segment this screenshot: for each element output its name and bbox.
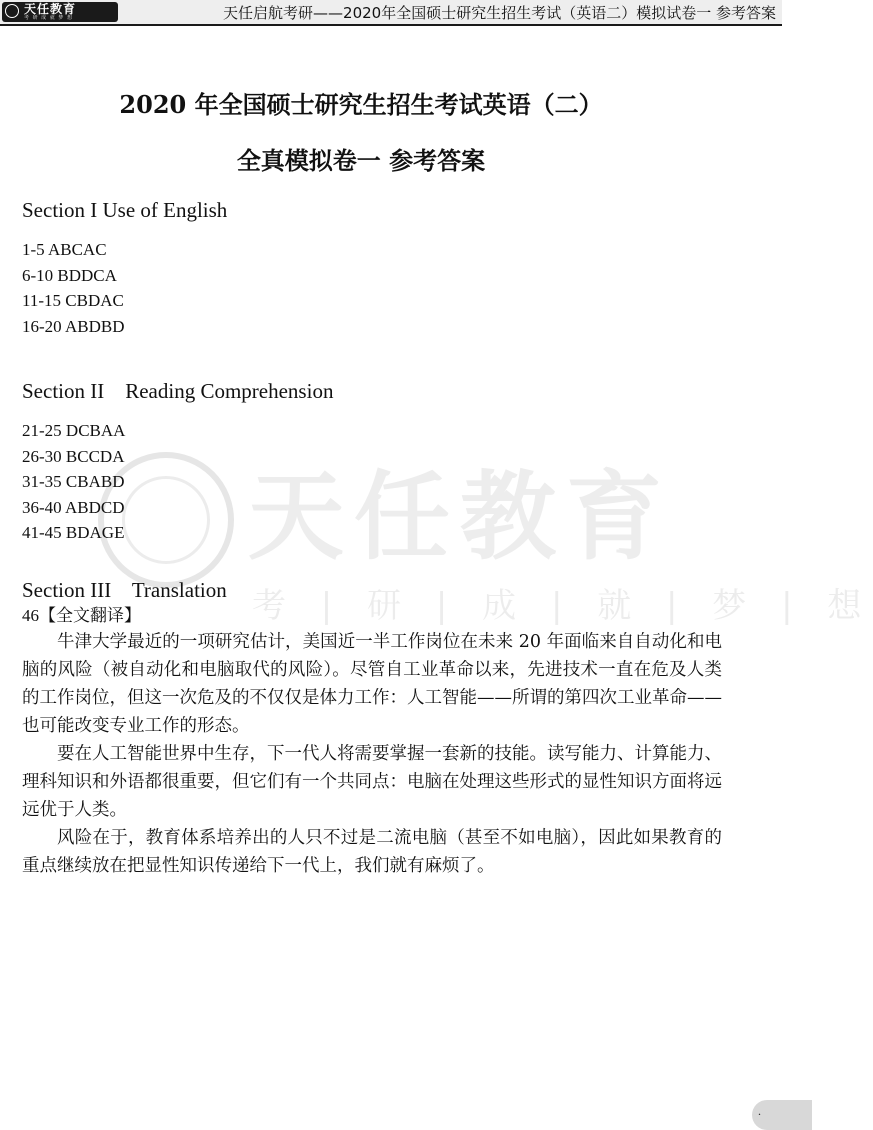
logo-seal-icon [5, 4, 19, 18]
translation-paragraph: 牛津大学最近的一项研究估计，美国近一半工作岗位在未来 20 年面临来自自动化和电脑的风险（被自动化和电脑取代的风险）。尽管自工业革命以来，先进技术一直在危及人类的工作岗位，但这一次危及的不仅仅是体力工作：人工智能——所谓的第四次工业革命——也可能改变专业工作的形态。 [22, 632, 722, 736]
translation-text [22, 628, 722, 880]
page-number: . [758, 1104, 761, 1118]
brand-logo [2, 2, 118, 22]
logo-tagline: 考 研 成 就 梦 想 [24, 15, 73, 21]
document-title: 2020 年全国硕士研究生招生考试英语（二） [119, 90, 603, 119]
section-2-answers [22, 418, 125, 546]
watermark-seal-inner [122, 476, 210, 564]
section-1-answers [22, 237, 124, 339]
answer-line: 6-10 BDDCA [22, 265, 117, 285]
section-3-heading: Section III Translation [22, 578, 227, 602]
logo-name: 天任教育 [24, 2, 77, 16]
watermark-slogan: 考 | 研 | 成 | 就 | 梦 | 想 [252, 586, 873, 626]
watermark-brand: 天任教育 [248, 461, 672, 573]
answer-line: 1-5 ABCAC [22, 240, 107, 259]
answer-line: 21-25 DCBAA [22, 421, 126, 440]
header-title: 天任启航考研——2020年全国硕士研究生招生考试（英语二）模拟试卷一 参考答案 [223, 4, 776, 22]
answer-line: 26-30 BCCDA [22, 446, 125, 466]
page-number-tab [752, 1100, 812, 1130]
translation-paragraph: 要在人工智能世界中生存，下一代人将需要掌握一套新的技能。读写能力、计算能力、理科知识和外语都很重要，但它们有一个共同点：电脑在处理这些形式的显性知识方面将远远优于人类。 [22, 744, 722, 820]
answer-line: 36-40 ABDCD [22, 497, 125, 517]
answer-line: 41-45 BDAGE [22, 523, 125, 543]
section-1-heading: Section I Use of English [22, 198, 228, 222]
translation-paragraph: 风险在于，教育体系培养出的人只不过是二流电脑（甚至不如电脑），因此如果教育的重点继续放在把显性知识传递给下一代上，我们就有麻烦了。 [22, 828, 722, 876]
answer-line: 31-35 CBABD [22, 472, 125, 492]
question-46-label: 46【全文翻译】 [22, 606, 141, 625]
page-header [0, 0, 782, 26]
document-subtitle: 全真模拟卷一 参考答案 [236, 146, 486, 175]
section-2-heading: Section II Reading Comprehension [22, 379, 334, 403]
answer-line: 11-15 CBDAC [22, 291, 124, 311]
answer-line: 16-20 ABDBD [22, 316, 125, 336]
